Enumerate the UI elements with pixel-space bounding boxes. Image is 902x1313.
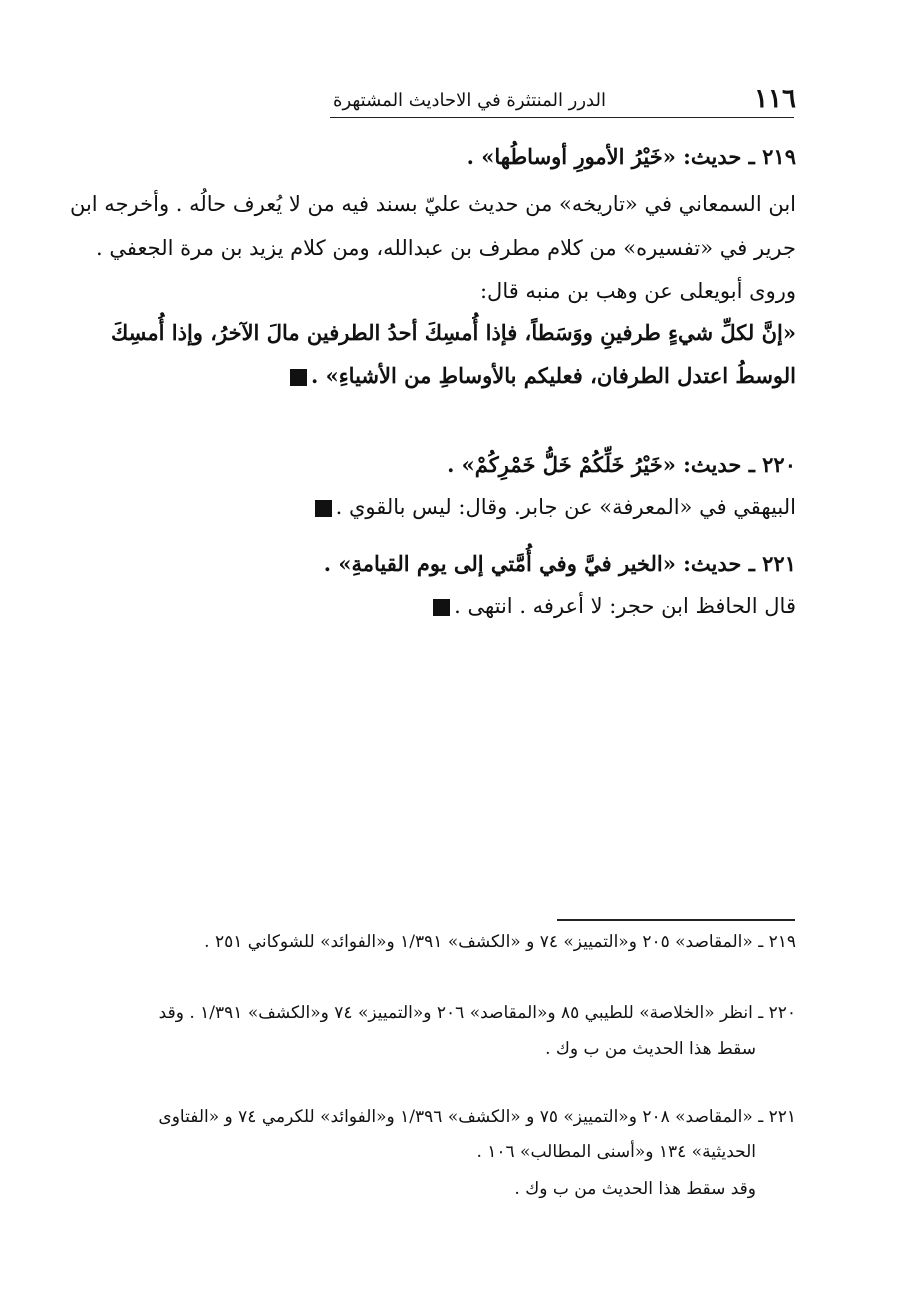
hadith-221-title: ٢٢١ ـ حديث: «الخير فيَّ وفي أُمَّتي إلى يوم القيامةِ» .: [323, 551, 796, 576]
end-mark-icon: [315, 500, 332, 517]
quote-text: الوسطُ اعتدل الطرفان، فعليكم بالأوساطِ من الأشياءِ» .: [311, 363, 796, 388]
hadith-219-line-2: جرير في «تفسيره» من كلام مطرف بن عبدالله، ومن كلام يزيد بن مرة الجعفي .: [96, 236, 796, 260]
hadith-219-line-1: ابن السمعاني في «تاريخه» من حديث عليّ بسند فيه من لا يُعرف حالُه . وأخرجه ابن: [69, 192, 796, 216]
hadith-220-line-1: [96, 495, 796, 519]
end-mark-icon: [290, 369, 307, 386]
hadith-219-line-3: وروى أبويعلى عن وهب بن منبه قال:: [479, 279, 796, 303]
footnote-221-line-1: ٢٢١ ـ «المقاصد» ٢٠٨ و«التمييز» ٧٥ و «الكشف» ١/٣٩٦ و«الفوائد» للكرمي ٧٤ و «الفتاوى: [158, 1107, 796, 1127]
hadith-219-quote-line-1: «إنَّ لكلِّ شيءٍ طرفينِ ووَسَطاً، فإذا أُمسِكَ أحدُ الطرفين مالَ الآخرُ، وإذا أُمسِكَ: [110, 320, 796, 345]
header-rule: [330, 117, 794, 118]
hadith-220-title: ٢٢٠ ـ حديث: «خَيْرُ خَلِّكُمْ خَلُّ خَمْرِكُمْ» .: [447, 452, 796, 477]
line-text: البيهقي في «المعرفة» عن جابر. وقال: ليس بالقوي .: [335, 495, 796, 519]
running-title: الدرر المنتثرة في الاحاديث المشتهرة: [333, 90, 606, 111]
hadith-219-title: ٢١٩ ـ حديث: «خَيْرُ الأمورِ أوساطُها» .: [466, 144, 796, 169]
footnote-221-line-3: وقد سقط هذا الحديث من ب وك .: [514, 1179, 756, 1199]
footnote-221-line-2: الحديثية» ١٣٤ و«أسنى المطالب» ١٠٦ .: [476, 1142, 756, 1162]
footnote-220-line-1: ٢٢٠ ـ انظر «الخلاصة» للطيبي ٨٥ و«المقاصد» ٢٠٦ و«التمييز» ٧٤ و«الكشف» ١/٣٩١ . وقد: [158, 1003, 796, 1023]
page-number: ١١٦: [754, 84, 796, 114]
footnote-220-line-2: سقط هذا الحديث من ب وك .: [545, 1039, 756, 1059]
page-header: [300, 84, 796, 118]
hadith-219-quote-line-2: [96, 363, 796, 388]
footnote-219-line-1: ٢١٩ ـ «المقاصد» ٢٠٥ و«التمييز» ٧٤ و «الكشف» ١/٣٩١ و«الفوائد» للشوكاني ٢٥١ .: [204, 932, 796, 952]
end-mark-icon: [433, 599, 450, 616]
footnote-rule: [557, 919, 795, 921]
hadith-221-line-1: [96, 594, 796, 618]
line-text: قال الحافظ ابن حجر: لا أعرفه . انتهى .: [454, 594, 796, 618]
